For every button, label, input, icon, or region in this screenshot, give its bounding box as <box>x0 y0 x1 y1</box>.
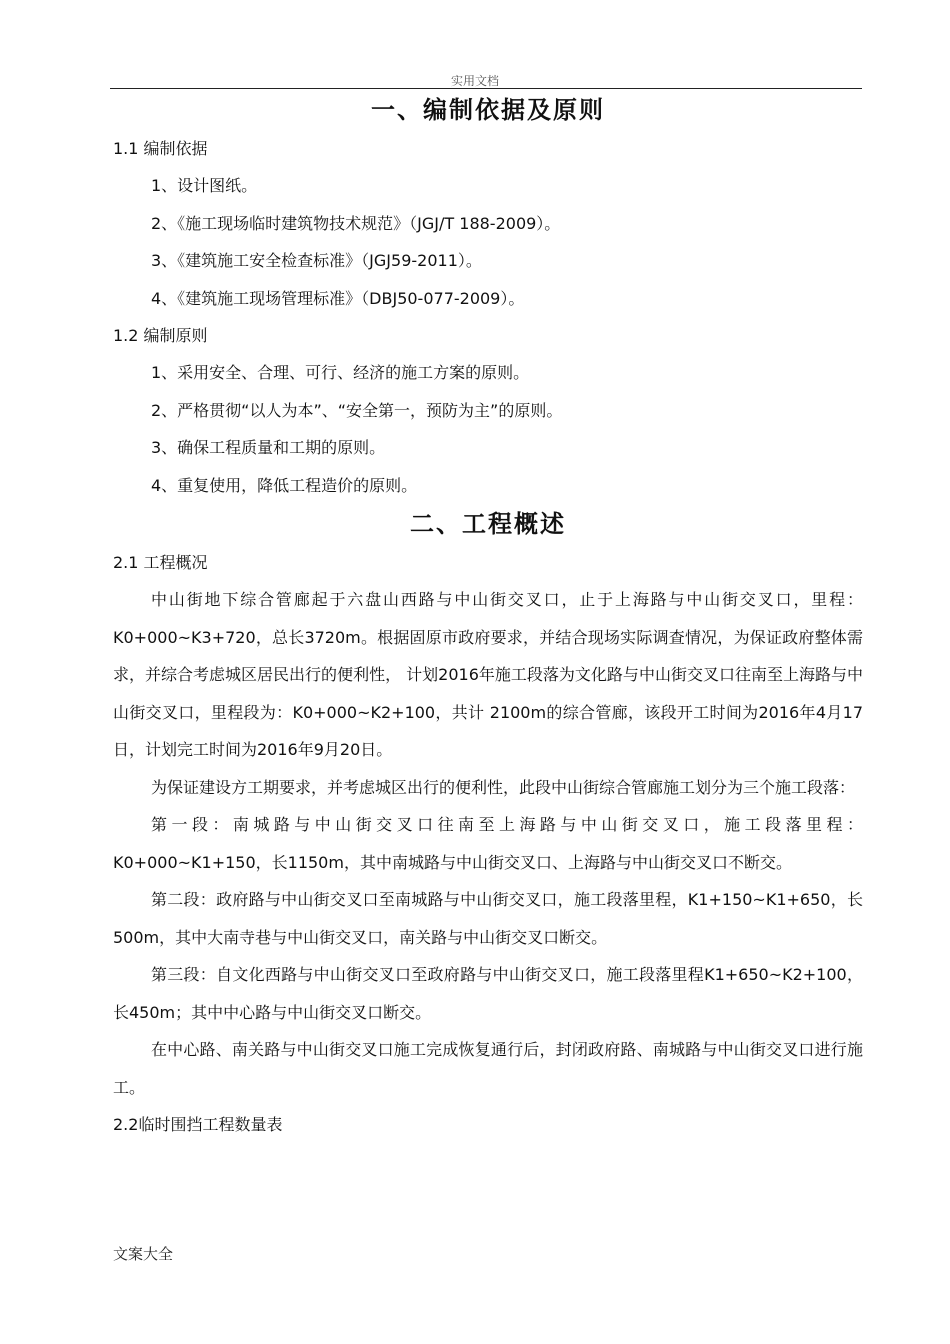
paragraph: 第三段：自文化西路与中山街交叉口至政府路与中山街交叉口，施工段落里程K1+650~K2+100，长450m；其中中心路与中山街交叉口断交。 <box>113 965 863 1022</box>
paragraph: 第一段：南城路与中山街交叉口往南至上海路与中山街交叉口，施工段落里程：K0+000~K1+150，长1150m，其中南城路与中山街交叉口、上海路与中山街交叉口不断交。 <box>113 815 863 872</box>
list-item: 3、确保工程质量和工期的原则。 <box>151 438 386 457</box>
paragraph: 中山街地下综合管廊起于六盘山西路与中山街交叉口，止于上海路与中山街交叉口，里程：K0+000~K3+720，总长3720m。根据固原市政府要求，并结合现场实际调查情况，为保证政府整体需求，并综合考虑城区居民出行的便利性， 计划2016年施工段落为文化路与中山街交叉口往南至上海路与中山街交叉口，里程段为：K0+000~K2+100，共计 2100m的综合管廊，该段开工时间为2016年4月17日，计划完工时间为2016年9月20日。 <box>113 590 863 759</box>
subsection-1-2-title: 1.2 编制原则 <box>113 326 208 345</box>
page-footer-text: 文案大全 <box>113 1245 174 1263</box>
list-item: 4、重复使用，降低工程造价的原则。 <box>151 475 418 495</box>
list-item: 1、采用安全、合理、可行、经济的施工方案的原则。 <box>151 363 530 382</box>
paragraph: 在中心路、南关路与中山街交叉口施工完成恢复通行后，封闭政府路、南城路与中山街交叉口进行施工。 <box>113 1040 863 1097</box>
list-item: 1、设计图纸。 <box>151 176 258 195</box>
paragraph: 第二段：政府路与中山街交叉口至南城路与中山街交叉口，施工段落里程，K1+150~K1+650，长500m，其中大南寺巷与中山街交叉口，南关路与中山街交叉口断交。 <box>113 890 863 947</box>
page-header-text: 实用文档 <box>450 74 499 88</box>
header-rule <box>110 88 862 89</box>
section-2-heading: 二、工程概述 <box>410 510 566 538</box>
list-item: 4、《建筑施工现场管理标准》（DBJ50-077-2009）。 <box>151 288 525 308</box>
list-item: 2、严格贯彻“以人为本”、“安全第一，预防为主”的原则。 <box>151 400 563 420</box>
subsection-2-2-title: 2.2临时围挡工程数量表 <box>113 1115 283 1134</box>
subsection-2-1-title: 2.1 工程概况 <box>113 553 208 572</box>
list-item: 3、《建筑施工安全检查标准》（JGJ59-2011）。 <box>151 251 482 270</box>
section-1-heading: 一、编制依据及原则 <box>371 96 605 124</box>
paragraph: 为保证建设方工期要求，并考虑城区出行的便利性，此段中山街综合管廊施工划分为三个施工段落： <box>151 777 856 797</box>
list-item: 2、《施工现场临时建筑物技术规范》（JGJ/T 188-2009）。 <box>151 213 561 233</box>
document-body <box>113 90 863 1143</box>
subsection-1-1-title: 1.1 编制依据 <box>113 139 208 158</box>
